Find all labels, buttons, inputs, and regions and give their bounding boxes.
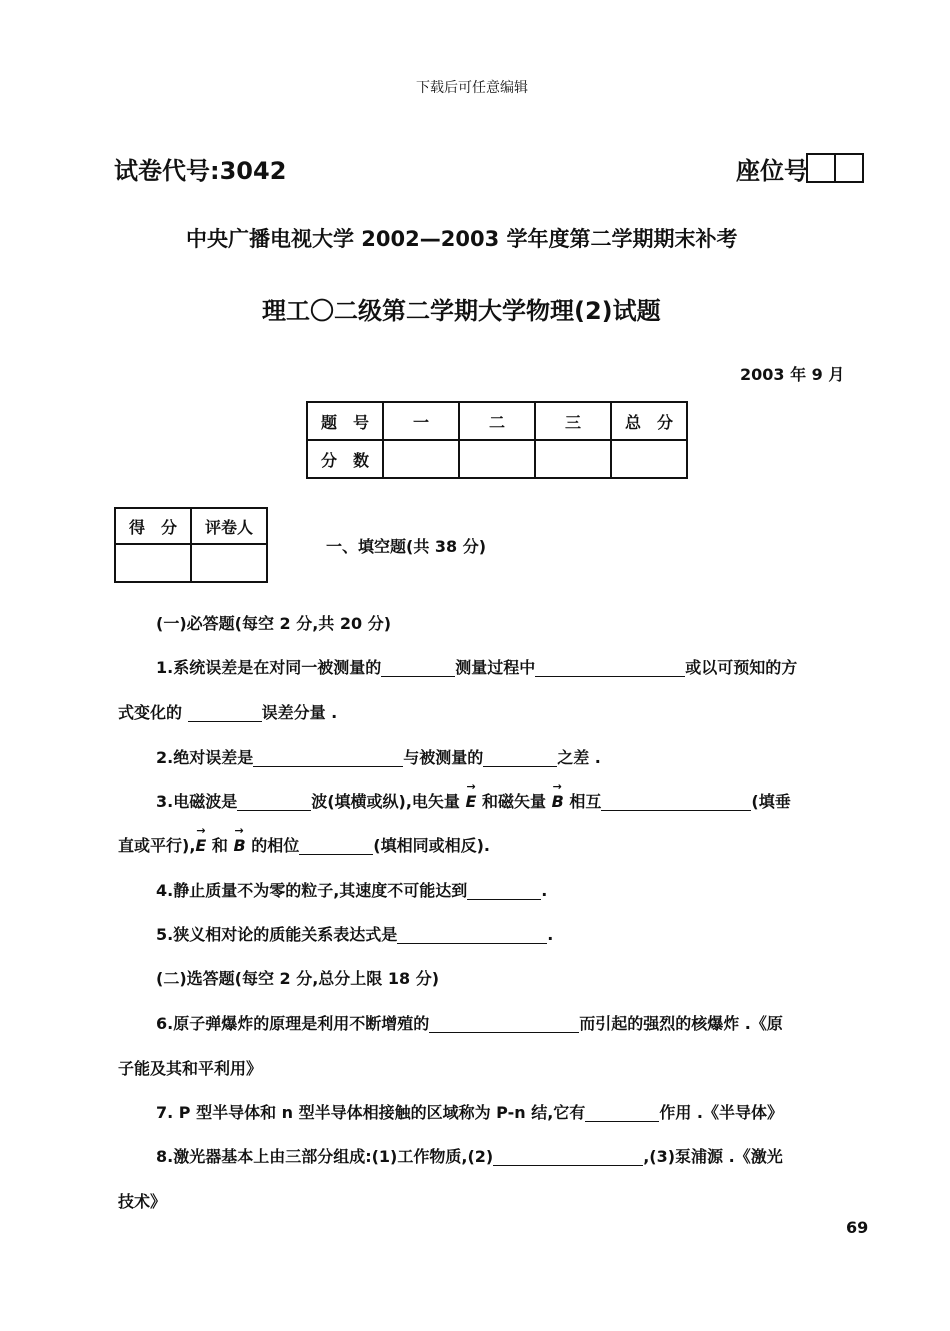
question-1-line-2 <box>118 700 337 723</box>
q1-blank-2 <box>535 658 685 677</box>
header-note: 下载后可任意编辑 <box>416 80 528 96</box>
q1-text-e: 误差分量 . <box>261 703 338 722</box>
question-8-line-1 <box>156 1144 783 1167</box>
q3-text-b: 波(填横或纵),电矢量 <box>311 792 466 811</box>
q2-text-b: 与被测量的 <box>403 748 484 767</box>
question-2 <box>156 745 601 768</box>
q3-blank-2 <box>601 792 751 811</box>
question-7 <box>156 1100 783 1123</box>
question-3-line-1 <box>156 789 791 812</box>
vector-b: → B <box>234 836 246 855</box>
question-6-line-1 <box>156 1011 783 1034</box>
q3-text-g: 和 <box>206 836 234 855</box>
university-title: 中央广播电视大学 2002—2003 学年度第二学期期末补考 <box>186 227 738 251</box>
q8-text-b: ,(3)泵浦源 .《激光 <box>643 1147 783 1166</box>
exam-date: 2003 年 9 月 <box>740 365 845 384</box>
q5-text-a: 5.狭义相对论的质能关系表达式是 <box>156 925 398 944</box>
score-table-col-2: 二 <box>459 402 535 440</box>
vector-e: → E <box>466 792 477 811</box>
score-table-col-1: 一 <box>383 402 459 440</box>
score-table-col-total: 总 分 <box>611 402 687 440</box>
paper-code: 试卷代号:3042 <box>114 157 287 185</box>
question-1-line-1 <box>156 655 797 678</box>
q3-blank-1 <box>237 792 311 811</box>
q3-text-h: 的相位 <box>245 836 300 855</box>
score-table-row-label: 分 数 <box>307 440 383 478</box>
question-8-line-2: 技术》 <box>118 1192 167 1211</box>
q7-blank-1 <box>585 1103 659 1122</box>
q1-text-d: 式变化的 <box>118 703 188 722</box>
exam-title: 理工〇二级第二学期大学物理(2)试题 <box>262 297 661 325</box>
question-6-line-2: 子能及其和平利用》 <box>118 1059 263 1078</box>
q3-blank-3 <box>299 836 373 855</box>
q6-text-a: 6.原子弹爆炸的原理是利用不断增殖的 <box>156 1014 430 1033</box>
subsection-2-heading: (二)选答题(每空 2 分,总分上限 18 分) <box>156 969 440 988</box>
q2-blank-1 <box>253 748 403 767</box>
q1-text-a: 1.系统误差是在对同一被测量的 <box>156 658 382 677</box>
question-4 <box>156 878 547 901</box>
q2-text-a: 2.绝对误差是 <box>156 748 254 767</box>
q8-text-a: 8.激光器基本上由三部分组成:(1)工作物质,(2) <box>156 1147 494 1166</box>
q1-blank-1 <box>381 658 455 677</box>
page-number: 69 <box>846 1218 869 1237</box>
q5-blank-1 <box>397 925 547 944</box>
question-5 <box>156 922 553 945</box>
q6-text-b: 而引起的强烈的核爆炸 .《原 <box>579 1014 783 1033</box>
q5-text-b: . <box>547 925 554 944</box>
score-table-col-3: 三 <box>535 402 611 440</box>
q1-blank-3 <box>188 703 262 722</box>
vector-b: → B <box>552 792 564 811</box>
q3-text-d: 相互 <box>563 792 602 811</box>
q3-text-e: (填垂 <box>751 792 791 811</box>
subsection-1-heading: (一)必答题(每空 2 分,共 20 分) <box>156 614 392 633</box>
q7-text-b: 作用 .《半导体》 <box>659 1103 783 1122</box>
q3-text-a: 3.电磁波是 <box>156 792 238 811</box>
q3-text-f: 直或平行), <box>118 836 196 855</box>
seat-label: 座位号 <box>736 157 808 185</box>
q2-blank-2 <box>483 748 557 767</box>
question-3-line-2 <box>118 833 490 856</box>
vector-e: → E <box>195 836 206 855</box>
q3-text-i: (填相同或相反). <box>373 836 490 855</box>
q1-text-c: 或以可预知的方 <box>685 658 798 677</box>
q8-blank-1 <box>493 1147 643 1166</box>
q1-text-b: 测量过程中 <box>455 658 536 677</box>
q2-text-c: 之差 . <box>557 748 601 767</box>
q3-text-c: 和磁矢量 <box>476 792 552 811</box>
q6-blank-1 <box>429 1014 579 1033</box>
grader-table-grader-label: 评卷人 <box>191 508 267 544</box>
score-table-header-label: 题 号 <box>307 402 383 440</box>
q4-blank-1 <box>467 881 541 900</box>
q4-text-b: . <box>541 881 548 900</box>
grader-table-score-label: 得 分 <box>115 508 191 544</box>
section-1-heading: 一、填空题(共 38 分) <box>326 537 487 556</box>
q7-text-a: 7. P 型半导体和 n 型半导体相接触的区域称为 P-n 结,它有 <box>156 1103 586 1122</box>
q4-text-a: 4.静止质量不为零的粒子,其速度不可能达到 <box>156 881 468 900</box>
